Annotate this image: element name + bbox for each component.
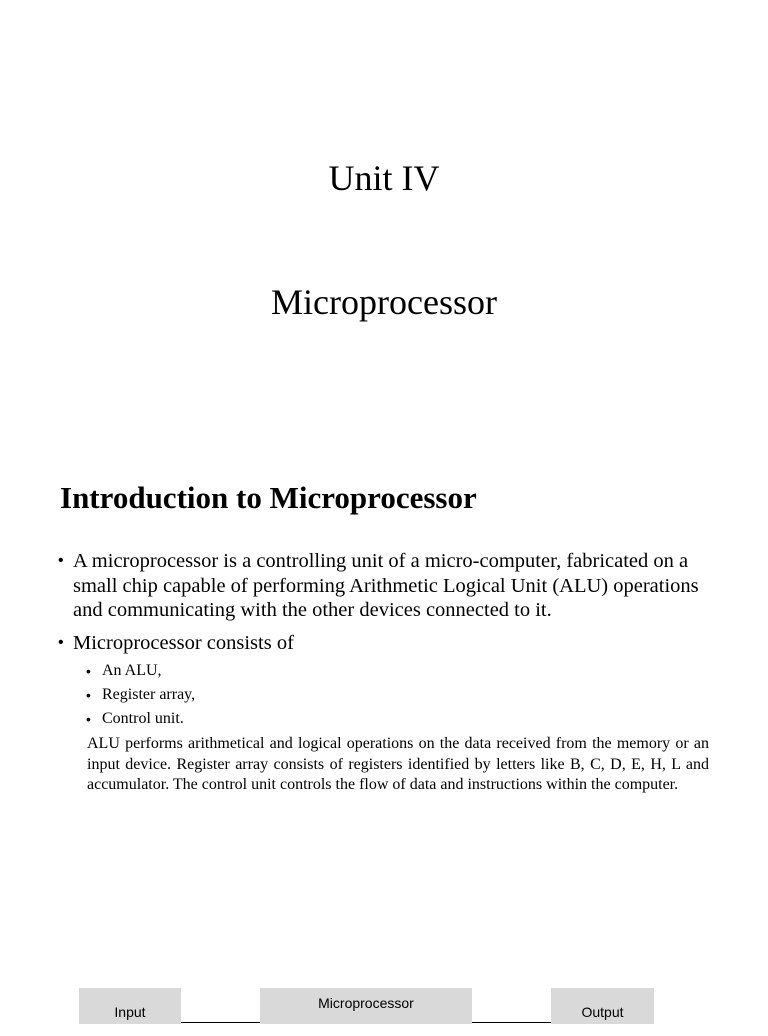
list-item xyxy=(86,707,195,731)
output-box: Output xyxy=(551,988,654,1024)
list-item xyxy=(86,659,195,683)
bullet-text: A microprocessor is a controlling unit of a micro-computer, fabricated on a small chip capable of performing Arithmetic Logical Unit (ALU) operations and communicating with the other devices connected to it. xyxy=(73,550,699,621)
bullet-icon: • xyxy=(86,663,91,679)
sub-bullet-text: An ALU, xyxy=(102,662,162,679)
arrow-processor-to-output xyxy=(472,1022,551,1023)
sub-bullet-list xyxy=(86,659,195,731)
slide-title: Unit IV xyxy=(328,158,440,198)
bullet-icon: • xyxy=(58,633,64,651)
arrow-input-to-processor xyxy=(181,1022,260,1023)
bullet-icon: • xyxy=(86,711,91,727)
input-box: Input xyxy=(79,988,181,1024)
bullet-text: Microprocessor consists of xyxy=(73,631,294,654)
bullet-list xyxy=(58,549,718,663)
list-item xyxy=(58,549,718,623)
sub-bullet-text: Control unit. xyxy=(102,710,184,727)
list-item xyxy=(58,631,718,656)
body-paragraph: ALU performs arithmetical and logical operations on the data received from the memory or an input device. Register array consists of registers identified by letters like B, C, D, E, H, L and accumulator. The control unit controls the flow of data and instructions within the computer. xyxy=(87,735,709,794)
sub-bullet-text: Register array, xyxy=(102,686,196,703)
slide-subtitle: Microprocessor xyxy=(271,282,497,322)
microprocessor-box: Microprocessor xyxy=(260,988,472,1024)
bullet-icon: • xyxy=(86,687,91,703)
bullet-icon: • xyxy=(58,552,64,569)
section-heading: Introduction to Microprocessor xyxy=(60,480,477,515)
list-item xyxy=(86,683,195,707)
